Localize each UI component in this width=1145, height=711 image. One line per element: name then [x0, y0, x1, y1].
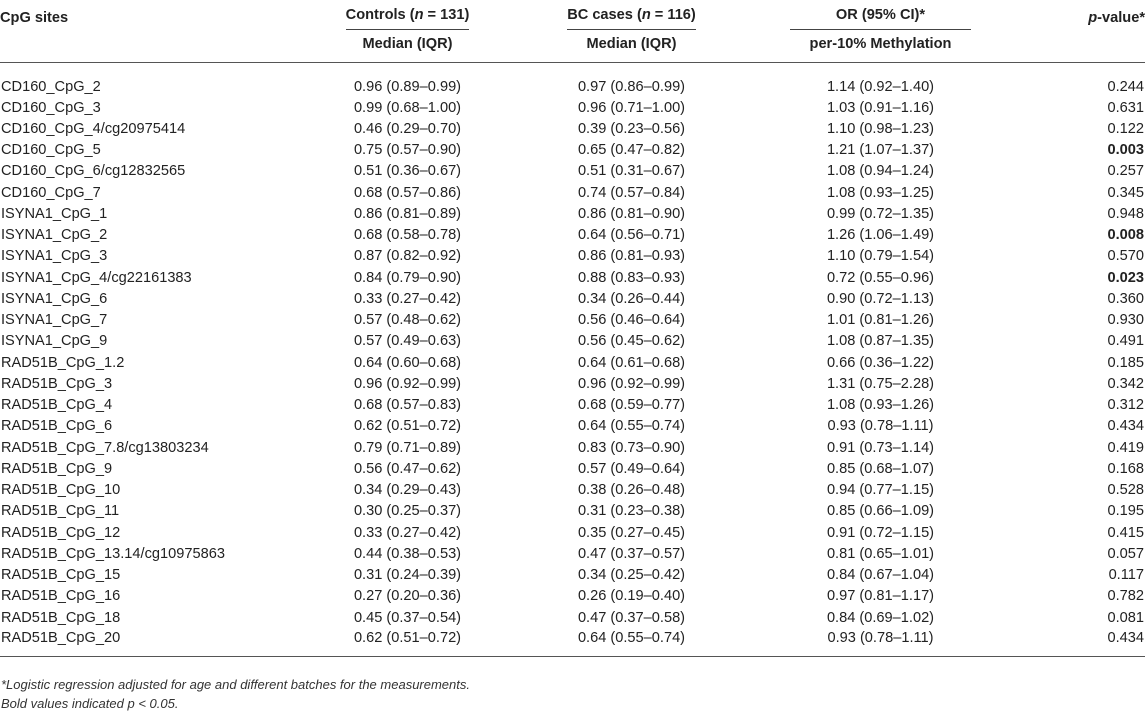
cell-cpg-site: RAD51B_CpG_4 [1, 397, 113, 414]
cell-cases-median: 0.65 (0.47–0.82) [577, 142, 686, 159]
cell-odds-ratio: 1.08 (0.94–1.24) [826, 163, 935, 180]
cell-p-value: 0.195 [1107, 503, 1144, 520]
cell-cpg-site: RAD51B_CpG_16 [1, 588, 121, 605]
cell-controls-median: 0.62 (0.51–0.72) [353, 418, 462, 435]
cell-odds-ratio: 1.10 (0.79–1.54) [826, 248, 935, 265]
table-row [0, 140, 1145, 161]
cell-controls-median: 0.34 (0.29–0.43) [353, 482, 462, 499]
cell-cpg-site: RAD51B_CpG_1.2 [1, 354, 125, 371]
cell-p-value: 0.168 [1107, 460, 1144, 477]
cell-odds-ratio: 1.10 (0.98–1.23) [826, 120, 935, 137]
cell-odds-ratio: 0.85 (0.68–1.07) [826, 460, 935, 477]
cell-odds-ratio: 0.81 (0.65–1.01) [826, 545, 935, 562]
header-p-value: p-value* [1088, 10, 1145, 26]
cell-controls-median: 0.64 (0.60–0.68) [353, 354, 462, 371]
header-bc-cases: BC cases (n = 116) [515, 0, 748, 36]
cell-cpg-site: RAD51B_CpG_3 [1, 375, 113, 392]
cell-p-value: 0.491 [1107, 333, 1144, 350]
table-row [0, 246, 1145, 267]
table-row [0, 607, 1145, 628]
subheader-controls-median: Median (IQR) [362, 36, 453, 52]
cell-controls-median: 0.57 (0.49–0.63) [353, 333, 462, 350]
cell-odds-ratio: 1.14 (0.92–1.40) [826, 79, 935, 95]
table-body [0, 63, 1145, 657]
cell-controls-median: 0.68 (0.57–0.83) [353, 397, 462, 414]
table-row [0, 182, 1145, 203]
cell-cases-median: 0.96 (0.92–0.99) [577, 375, 686, 392]
subheader-cases-median: Median (IQR) [586, 36, 677, 52]
footnote-regression: *Logistic regression adjusted for age and different batches for the measurements. [1, 677, 470, 692]
cell-cases-median: 0.34 (0.26–0.44) [577, 290, 686, 307]
cell-odds-ratio: 1.08 (0.93–1.25) [826, 184, 935, 201]
cell-p-value: 0.570 [1107, 248, 1144, 265]
table-row [0, 161, 1145, 182]
cell-controls-median: 0.44 (0.38–0.53) [353, 545, 462, 562]
cell-odds-ratio: 0.85 (0.66–1.09) [826, 503, 935, 520]
cell-odds-ratio: 0.91 (0.72–1.15) [826, 524, 935, 541]
cell-odds-ratio: 1.01 (0.81–1.26) [826, 312, 935, 329]
header-row [0, 0, 1145, 36]
cell-odds-ratio: 0.84 (0.69–1.02) [826, 609, 935, 626]
cell-controls-median: 0.56 (0.47–0.62) [353, 460, 462, 477]
cell-p-value: 0.360 [1107, 290, 1144, 307]
cell-cpg-site: ISYNA1_CpG_4/cg22161383 [1, 269, 192, 286]
cell-cases-median: 0.47 (0.37–0.57) [577, 545, 686, 562]
cell-p-value: 0.122 [1107, 120, 1144, 137]
cell-p-value: 0.057 [1107, 545, 1144, 562]
cell-odds-ratio: 1.03 (0.91–1.16) [826, 99, 935, 116]
table-row [0, 522, 1145, 543]
cell-cases-median: 0.74 (0.57–0.84) [577, 184, 686, 201]
cell-p-value: 0.312 [1107, 397, 1144, 414]
table-row [0, 416, 1145, 437]
cell-controls-median: 0.96 (0.92–0.99) [353, 375, 462, 392]
cell-p-value: 0.930 [1107, 312, 1144, 329]
cell-cpg-site: RAD51B_CpG_11 [1, 503, 120, 520]
cell-controls-median: 0.75 (0.57–0.90) [353, 142, 462, 159]
cell-odds-ratio: 1.08 (0.87–1.35) [826, 333, 935, 350]
cell-controls-median: 0.79 (0.71–0.89) [353, 439, 462, 456]
cell-p-value: 0.434 [1107, 418, 1144, 435]
cell-controls-median: 0.62 (0.51–0.72) [300, 628, 515, 657]
cell-cpg-site: CD160_CpG_7 [1, 184, 101, 201]
table-row [0, 288, 1145, 309]
cell-p-value: 0.415 [1107, 524, 1144, 541]
cell-controls-median: 0.84 (0.79–0.90) [353, 269, 462, 286]
footnote-bold: Bold values indicated p < 0.05. [1, 696, 179, 711]
table-row [0, 203, 1145, 224]
table-row [0, 225, 1145, 246]
cell-controls-median: 0.33 (0.27–0.42) [353, 524, 462, 541]
cell-cpg-site: RAD51B_CpG_9 [1, 460, 113, 477]
cell-cpg-site: ISYNA1_CpG_3 [1, 248, 108, 265]
cell-controls-median: 0.68 (0.57–0.86) [353, 184, 462, 201]
cell-p-value: 0.342 [1107, 375, 1144, 392]
cell-controls-median: 0.33 (0.27–0.42) [353, 290, 462, 307]
cell-cases-median: 0.56 (0.46–0.64) [577, 312, 686, 329]
subheader-p-empty [1013, 36, 1145, 63]
subheader-or-unit: per-10% Methylation [809, 36, 952, 52]
cell-cases-median: 0.68 (0.59–0.77) [577, 397, 686, 414]
cell-cpg-site: ISYNA1_CpG_2 [1, 227, 108, 244]
cell-controls-median: 0.46 (0.29–0.70) [353, 120, 462, 137]
table-row [0, 118, 1145, 139]
cell-cpg-site: RAD51B_CpG_13.14/cg10975863 [1, 545, 225, 562]
cell-cases-median: 0.83 (0.73–0.90) [577, 439, 686, 456]
cell-p-value: 0.345 [1107, 184, 1144, 201]
cell-p-value: 0.782 [1107, 588, 1144, 605]
cell-controls-median: 0.30 (0.25–0.37) [353, 503, 462, 520]
cell-cases-median: 0.39 (0.23–0.56) [577, 120, 686, 137]
table-row [0, 63, 1145, 98]
table-row [0, 565, 1145, 586]
header-controls: Controls (n = 131) [300, 0, 515, 36]
cell-p-value: 0.008 [1107, 227, 1144, 244]
table-row [0, 458, 1145, 479]
cell-controls-median: 0.87 (0.82–0.92) [353, 248, 462, 265]
cell-odds-ratio: 0.90 (0.72–1.13) [826, 290, 935, 307]
cell-cpg-site: CD160_CpG_5 [1, 142, 101, 159]
cell-odds-ratio: 0.97 (0.81–1.17) [826, 588, 935, 605]
cell-p-value: 0.528 [1107, 482, 1144, 499]
cell-cases-median: 0.26 (0.19–0.40) [577, 588, 686, 605]
cell-controls-median: 0.99 (0.68–1.00) [353, 99, 462, 116]
cell-cpg-site: CD160_CpG_4/cg20975414 [1, 120, 186, 137]
cell-p-value: 0.948 [1107, 205, 1144, 222]
cell-cases-median: 0.56 (0.45–0.62) [577, 333, 686, 350]
cell-odds-ratio: 1.21 (1.07–1.37) [826, 142, 935, 159]
cell-odds-ratio: 0.93 (0.78–1.11) [748, 628, 1013, 657]
cell-cases-median: 0.88 (0.83–0.93) [577, 269, 686, 286]
subheader-row [0, 36, 1145, 63]
cell-cases-median: 0.64 (0.61–0.68) [577, 354, 686, 371]
cell-cases-median: 0.35 (0.27–0.45) [577, 524, 686, 541]
cell-p-value: 0.419 [1107, 439, 1144, 456]
cell-cases-median: 0.38 (0.26–0.48) [577, 482, 686, 499]
cell-odds-ratio: 1.31 (0.75–2.28) [826, 375, 935, 392]
cell-cases-median: 0.64 (0.55–0.74) [515, 628, 748, 657]
cell-controls-median: 0.57 (0.48–0.62) [353, 312, 462, 329]
table-row [0, 267, 1145, 288]
cell-controls-median: 0.51 (0.36–0.67) [353, 163, 462, 180]
cell-controls-median: 0.96 (0.89–0.99) [353, 79, 462, 95]
cell-p-value: 0.631 [1107, 99, 1144, 116]
cell-cpg-site: CD160_CpG_6/cg12832565 [1, 163, 186, 180]
table-row [0, 373, 1145, 394]
table-row [0, 437, 1145, 458]
cell-cpg-site: RAD51B_CpG_20 [0, 628, 300, 657]
cell-odds-ratio: 0.93 (0.78–1.11) [827, 418, 934, 435]
table-row [0, 543, 1145, 564]
cell-p-value: 0.081 [1107, 609, 1144, 626]
cell-cpg-site: ISYNA1_CpG_6 [1, 290, 108, 307]
cell-controls-median: 0.68 (0.58–0.78) [353, 227, 462, 244]
table-row [0, 97, 1145, 118]
cell-odds-ratio: 0.99 (0.72–1.35) [826, 205, 935, 222]
cell-p-value: 0.117 [1108, 567, 1144, 584]
table-row [0, 628, 1145, 657]
cell-controls-median: 0.27 (0.20–0.36) [353, 588, 462, 605]
cell-odds-ratio: 0.72 (0.55–0.96) [826, 269, 935, 286]
table-row [0, 310, 1145, 331]
cell-controls-median: 0.86 (0.81–0.89) [353, 205, 462, 222]
cell-controls-median: 0.45 (0.37–0.54) [353, 609, 462, 626]
cell-p-value: 0.003 [1107, 142, 1144, 159]
cell-odds-ratio: 0.84 (0.67–1.04) [826, 567, 935, 584]
cell-cpg-site: RAD51B_CpG_7.8/cg13803234 [1, 439, 209, 456]
cell-cases-median: 0.47 (0.37–0.58) [577, 609, 686, 626]
subheader-empty [0, 36, 300, 63]
cell-cpg-site: RAD51B_CpG_10 [1, 482, 121, 499]
cell-cases-median: 0.57 (0.49–0.64) [577, 460, 686, 477]
cell-controls-median: 0.31 (0.24–0.39) [353, 567, 462, 584]
cell-cases-median: 0.64 (0.56–0.71) [577, 227, 686, 244]
table-row [0, 395, 1145, 416]
cell-cpg-site: RAD51B_CpG_12 [1, 524, 121, 541]
cell-p-value: 0.434 [1013, 628, 1145, 657]
cell-cpg-site: ISYNA1_CpG_9 [1, 333, 108, 350]
cell-cases-median: 0.31 (0.23–0.38) [577, 503, 686, 520]
cell-odds-ratio: 1.08 (0.93–1.26) [826, 397, 935, 414]
cell-cases-median: 0.51 (0.31–0.67) [577, 163, 686, 180]
table-row [0, 480, 1145, 501]
cell-cpg-site: CD160_CpG_2 [1, 79, 101, 95]
cell-cpg-site: RAD51B_CpG_6 [1, 418, 113, 435]
table-row [0, 352, 1145, 373]
header-or: OR (95% CI)* [748, 0, 1013, 36]
cell-p-value: 0.185 [1107, 354, 1144, 371]
cell-p-value: 0.244 [1107, 79, 1144, 95]
cell-cases-median: 0.86 (0.81–0.90) [577, 205, 686, 222]
cell-cpg-site: RAD51B_CpG_18 [1, 609, 121, 626]
cell-odds-ratio: 0.94 (0.77–1.15) [826, 482, 935, 499]
cell-odds-ratio: 1.26 (1.06–1.49) [826, 227, 935, 244]
cell-cases-median: 0.64 (0.55–0.74) [577, 418, 686, 435]
cell-odds-ratio: 0.66 (0.36–1.22) [826, 354, 935, 371]
header-cpg-sites: CpG sites [0, 10, 69, 26]
cell-p-value: 0.023 [1107, 269, 1144, 286]
cell-cases-median: 0.34 (0.25–0.42) [577, 567, 686, 584]
cell-cases-median: 0.86 (0.81–0.93) [577, 248, 686, 265]
cell-cases-median: 0.97 (0.86–0.99) [577, 79, 686, 95]
cell-odds-ratio: 0.91 (0.73–1.14) [826, 439, 935, 456]
cell-cpg-site: CD160_CpG_3 [1, 99, 101, 116]
cell-cpg-site: RAD51B_CpG_15 [1, 567, 121, 584]
cell-p-value: 0.257 [1107, 163, 1144, 180]
table-row [0, 331, 1145, 352]
cell-cases-median: 0.96 (0.71–1.00) [577, 99, 686, 116]
table-row [0, 501, 1145, 522]
cell-cpg-site: ISYNA1_CpG_7 [1, 312, 108, 329]
table-row [0, 586, 1145, 607]
cell-cpg-site: ISYNA1_CpG_1 [1, 205, 108, 222]
